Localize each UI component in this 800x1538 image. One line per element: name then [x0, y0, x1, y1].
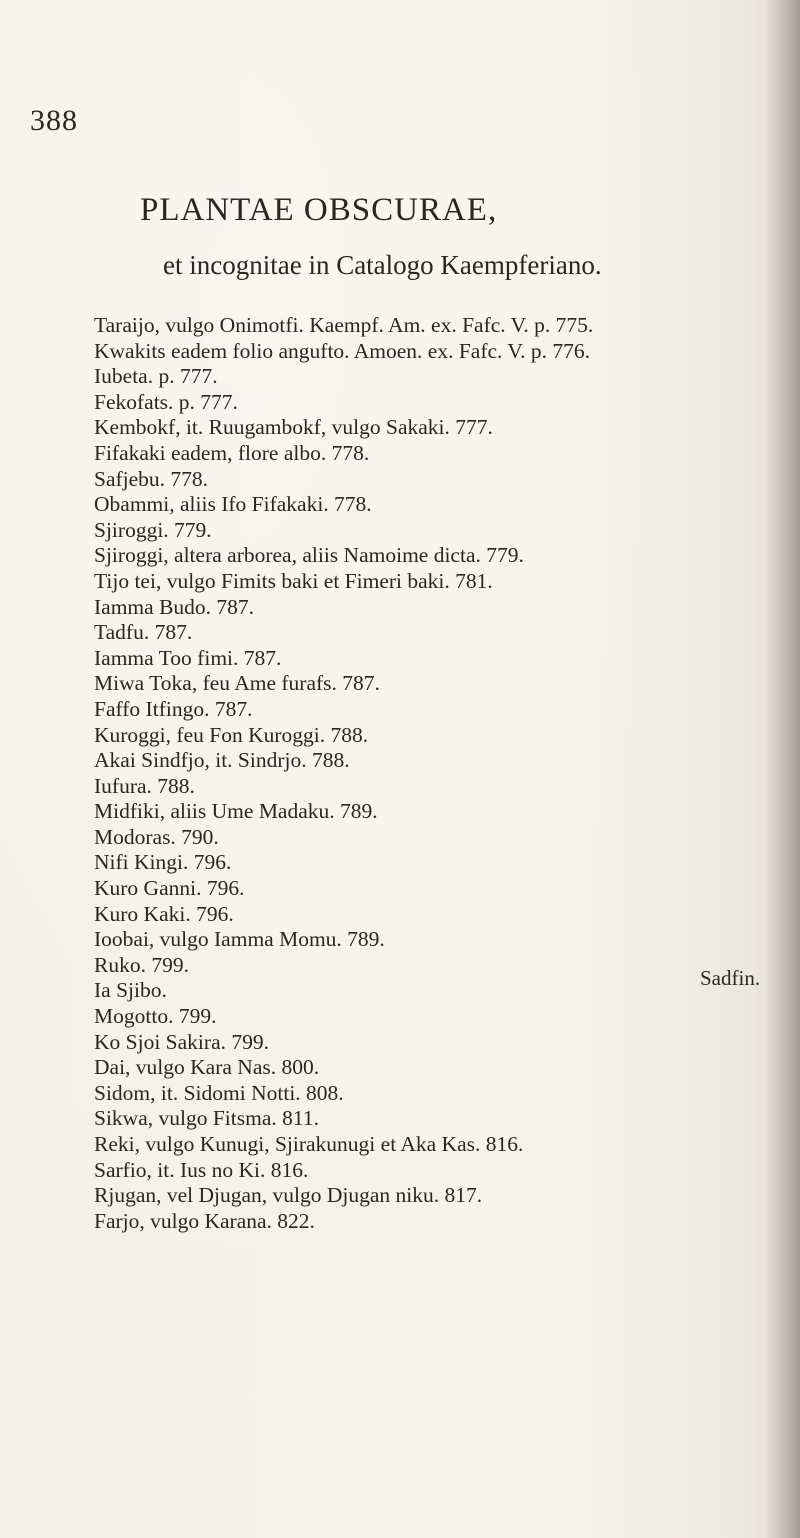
- list-item: Midfiki, aliis Ume Madaku. 789.: [94, 799, 378, 824]
- list-item: Tijo tei, vulgo Fimits baki et Fimeri baki. 781.: [94, 568, 493, 593]
- list-item: Safjebu. 778.: [94, 466, 209, 491]
- list-item: Sjiroggi. 779.: [94, 517, 212, 542]
- list-item: Fifakaki eadem, flore albo. 778.: [94, 440, 370, 465]
- list-item: Tadfu. 787.: [94, 620, 193, 645]
- plant-entry-list: [94, 313, 774, 1234]
- list-item: Reki, vulgo Kunugi, Sjirakunugi et Aka Kas. 816.: [94, 1132, 524, 1156]
- catchword: Sadfin.: [700, 966, 761, 990]
- list-item: Kembokf, it. Ruugambokf, vulgo Sakaki. 777.: [94, 415, 493, 440]
- list-item: Rjugan, vel Djugan, vulgo Djugan niku. 817.: [94, 1183, 483, 1208]
- list-item: Ia Sjibo.: [94, 978, 167, 1003]
- list-item: Obammi, aliis Ifo Fifakaki. 778.: [94, 492, 372, 517]
- list-item: Sidom, it. Sidomi Notti. 808.: [94, 1080, 344, 1105]
- list-item: Ruko. 799.: [94, 952, 189, 977]
- list-item: Akai Sindfjo, it. Sindrjo. 788.: [94, 748, 350, 773]
- list-item: Modoras. 790.: [94, 824, 219, 849]
- page-title: PLANTAE OBSCURAE,: [140, 192, 498, 228]
- list-item: Ko Sjoi Sakira. 799.: [94, 1029, 269, 1054]
- list-item: Sikwa, vulgo Fitsma. 811.: [94, 1106, 319, 1131]
- list-item: Iamma Budo. 787.: [94, 594, 255, 619]
- list-item: Kuroggi, feu Fon Kuroggi. 788.: [94, 722, 369, 747]
- list-item: Kwakits eadem folio angufto. Amoen. ex. Fafc. V. p. 776.: [94, 338, 591, 363]
- list-item: Faffo Itfingo. 787.: [94, 696, 253, 721]
- page-subtitle: et incognitae in Catalogo Kaempferiano.: [163, 250, 602, 280]
- list-item: Iubeta. p. 777.: [94, 364, 218, 389]
- list-item: Miwa Toka, feu Ame furafs. 787.: [94, 671, 380, 696]
- list-item: Kuro Kaki. 796.: [94, 901, 234, 926]
- page-number: 388: [30, 104, 78, 137]
- list-item: Sjiroggi, altera arborea, aliis Namoime dicta. 779.: [94, 543, 524, 568]
- list-item: Farjo, vulgo Karana. 822.: [94, 1208, 315, 1233]
- list-item: Taraijo, vulgo Onimotfi. Kaempf. Am. ex. Fafc. V. p. 775.: [94, 313, 594, 337]
- list-item: Mogotto. 799.: [94, 1004, 217, 1029]
- list-item: Iamma Too fimi. 787.: [94, 645, 282, 670]
- list-item: Ioobai, vulgo Iamma Momu. 789.: [94, 927, 385, 952]
- list-item: Sarfio, it. Ius no Ki. 816.: [94, 1157, 309, 1182]
- list-item: Kuro Ganni. 796.: [94, 876, 245, 901]
- list-item: Iufura. 788.: [94, 773, 195, 798]
- list-item: Fekofats. p. 777.: [94, 389, 238, 414]
- list-item: Dai, vulgo Kara Nas. 800.: [94, 1055, 320, 1080]
- list-item: Nifi Kingi. 796.: [94, 850, 232, 875]
